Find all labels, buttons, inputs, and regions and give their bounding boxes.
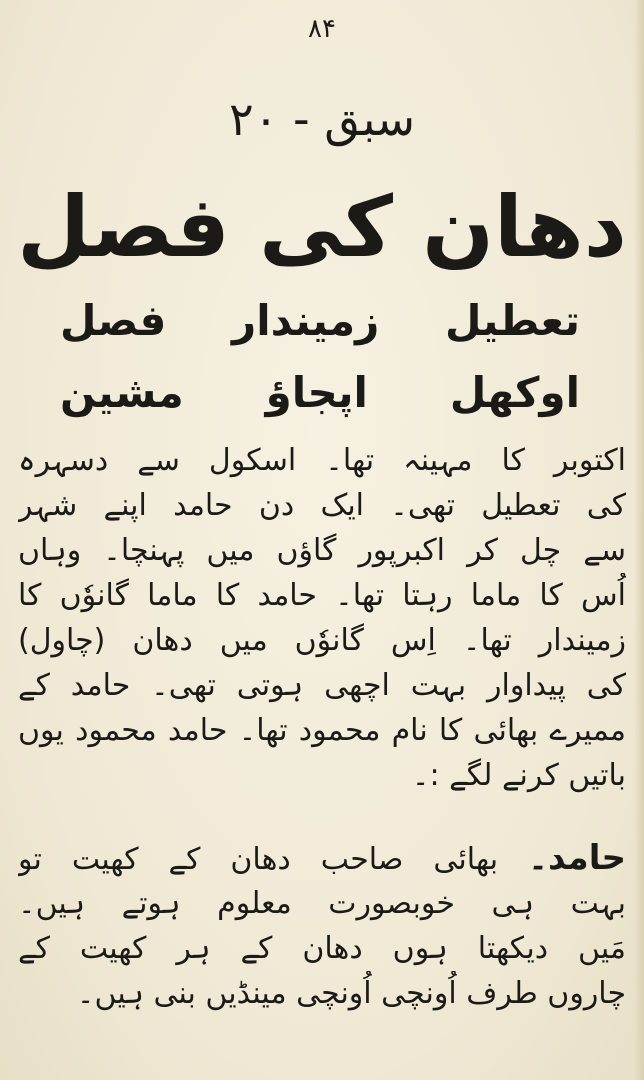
text-line: باتیں کرنے لگے :۔ — [411, 758, 626, 793]
dialogue-line: چاروں طرف اُونچی اُونچی مینڈیں بنی ہیں۔ — [76, 976, 626, 1011]
vocabulary-word: اوکھل — [449, 368, 580, 417]
story-paragraph — [18, 438, 626, 838]
text-line: سے چل کر اکبرپور گاؤں میں پہنچا۔ وہاں — [18, 533, 626, 568]
text-line: اُس کا ماما رہتا تھا۔ حامد کا ماما گانوٗں کا — [18, 578, 626, 613]
vocabulary-word: زمیندار — [232, 296, 380, 345]
text-line: کی پیداوار بہت اچھی ہوتی تھی۔ حامد کے — [18, 668, 626, 703]
text-line: ممیرے بھائی کا نام محمود تھا۔ حامد محمود یوں — [18, 713, 626, 748]
dialogue-speaker: حامد۔ — [528, 838, 626, 878]
vocabulary-word: تعطیل — [444, 296, 580, 345]
vocabulary-word: فصل — [60, 296, 167, 345]
vocabulary-row — [60, 296, 580, 345]
dialogue-line: مَیں دیکھتا ہوں دھان کے ہر کھیت کے — [18, 931, 626, 966]
text-line: اکتوبر کا مہینہ تھا۔ اسکول سے دسہرہ — [18, 443, 626, 478]
page-number: ۸۴ — [308, 14, 336, 44]
dialogue-paragraph — [18, 836, 626, 1066]
text-line: کی تعطیل تھی۔ ایک دن حامد اپنے شہر — [18, 488, 626, 523]
lesson-heading: سبق - ۲۰ — [228, 92, 416, 146]
page-edge-shadow — [634, 0, 644, 1080]
dialogue-line: بہت ہی خوبصورت معلوم ہوتے ہیں۔ — [18, 886, 626, 921]
dialogue-text: بھائی صاحب دھان کے کھیت تو — [18, 842, 499, 877]
text-line: زمیندار تھا۔ اِس گانوٗں میں دھان (چاول) — [18, 623, 626, 658]
dialogue-line — [18, 836, 626, 881]
vocabulary-row — [60, 368, 580, 417]
vocabulary-word: اپجاؤ — [265, 368, 368, 417]
lesson-title: دھان کی فصل — [17, 178, 627, 276]
vocabulary-word: مشین — [60, 368, 184, 417]
